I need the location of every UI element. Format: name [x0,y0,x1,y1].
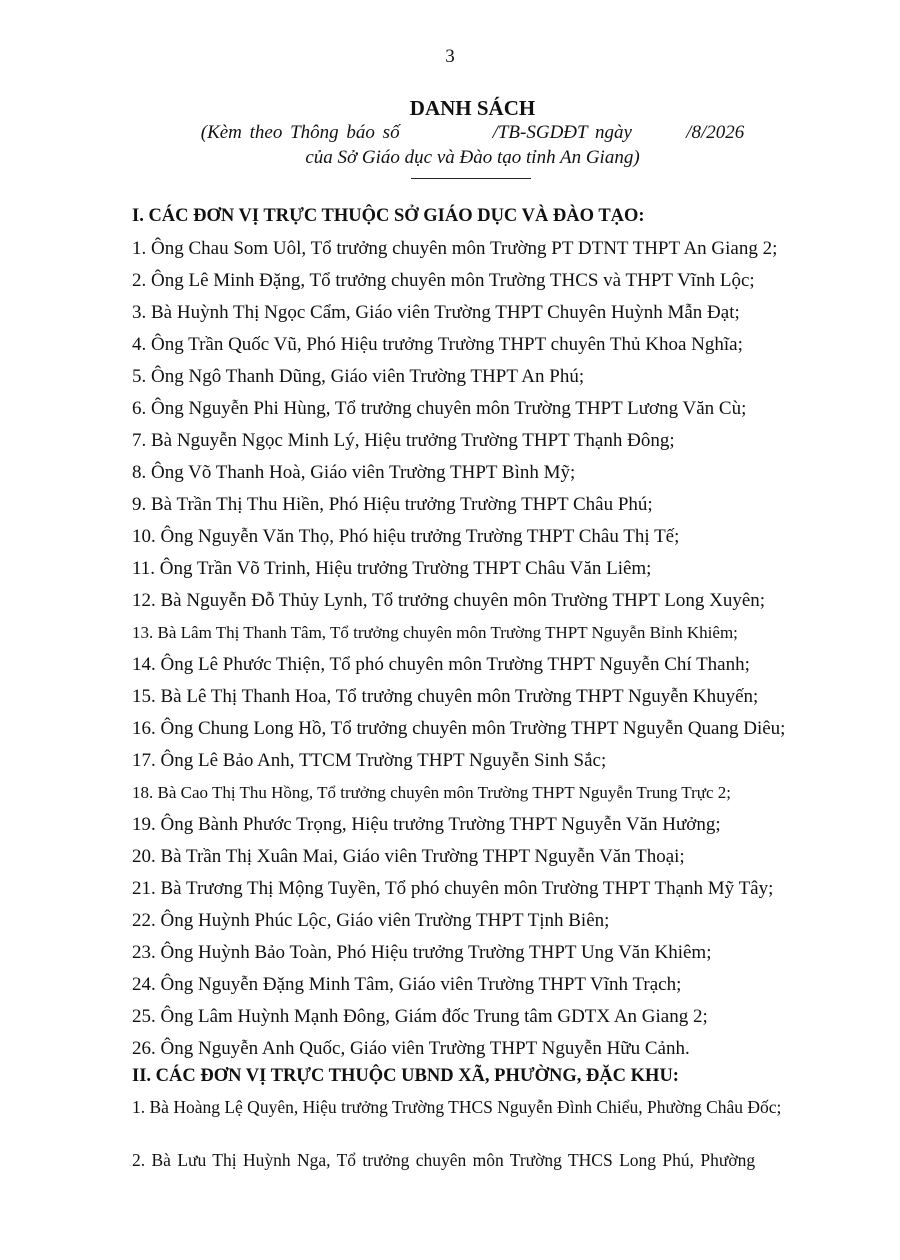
section-2-heading: II. CÁC ĐƠN VỊ TRỰC THUỘC UBND XÃ, PHƯỜNG, ĐẶC KHU: [132,1066,679,1086]
list-item: 24. Ông Nguyễn Đặng Minh Tâm, Giáo viên Trường THPT Vĩnh Trạch; [132,974,682,995]
list-item: 12. Bà Nguyễn Đỗ Thủy Lynh, Tổ trưởng chuyên môn Trường THPT Long Xuyên; [132,590,766,611]
list-item: 2. Bà Lưu Thị Huỳnh Nga, Tổ trưởng chuyên môn Trường THCS Long Phú, Phường [132,1150,756,1170]
list-item: 2. Ông Lê Minh Đặng, Tổ trưởng chuyên môn Trường THCS và THPT Vĩnh Lộc; [132,270,755,291]
document-subtitle-line-2: của Sở Giáo dục và Đào tạo tỉnh An Giang) [305,147,640,168]
document-subtitle-line-1: (Kèm theo Thông báo số /TB-SGDĐT ngày /8/2026 [200,122,745,143]
list-item: 13. Bà Lâm Thị Thanh Tâm, Tổ trưởng chuyên môn Trường THPT Nguyễn Bỉnh Khiêm; [132,623,738,642]
list-item: 1. Ông Chau Som Uôl, Tổ trưởng chuyên môn Trường PT DTNT THPT An Giang 2; [132,238,778,259]
title-underline [411,178,531,179]
list-item: 22. Ông Huỳnh Phúc Lộc, Giáo viên Trường THPT Tịnh Biên; [132,910,610,931]
document-title: DANH SÁCH [409,96,536,120]
list-item: 19. Ông Bành Phước Trọng, Hiệu trưởng Trường THPT Nguyễn Văn Hưởng; [132,814,721,835]
page-number: 3 [445,46,455,67]
section-1-heading: I. CÁC ĐƠN VỊ TRỰC THUỘC SỞ GIÁO DỤC VÀ ĐÀO TẠO: [132,206,645,226]
list-item: 18. Bà Cao Thị Thu Hồng, Tổ trưởng chuyên môn Trường THPT Nguyễn Trung Trực 2; [132,783,731,802]
list-item: 11. Ông Trần Võ Trinh, Hiệu trưởng Trường THPT Châu Văn Liêm; [132,558,652,579]
list-item: 5. Ông Ngô Thanh Dũng, Giáo viên Trường THPT An Phú; [132,366,585,387]
list-item: 21. Bà Trương Thị Mộng Tuyền, Tổ phó chuyên môn Trường THPT Thạnh Mỹ Tây; [132,878,774,899]
list-item: 10. Ông Nguyễn Văn Thọ, Phó hiệu trưởng Trường THPT Châu Thị Tế; [132,526,680,547]
list-item: 8. Ông Võ Thanh Hoà, Giáo viên Trường THPT Bình Mỹ; [132,462,576,483]
list-item: 26. Ông Nguyễn Anh Quốc, Giáo viên Trường THPT Nguyễn Hữu Cảnh. [132,1038,690,1059]
list-item: 6. Ông Nguyễn Phi Hùng, Tổ trưởng chuyên môn Trường THPT Lương Văn Cù; [132,398,747,419]
list-item: 20. Bà Trần Thị Xuân Mai, Giáo viên Trường THPT Nguyễn Văn Thoại; [132,846,685,867]
list-item: 15. Bà Lê Thị Thanh Hoa, Tổ trưởng chuyên môn Trường THPT Nguyễn Khuyến; [132,686,759,707]
list-item: 17. Ông Lê Bảo Anh, TTCM Trường THPT Nguyễn Sinh Sắc; [132,750,607,771]
list-item: 9. Bà Trần Thị Thu Hiền, Phó Hiệu trưởng Trường THPT Châu Phú; [132,494,653,515]
list-item: 3. Bà Huỳnh Thị Ngọc Cẩm, Giáo viên Trường THPT Chuyên Huỳnh Mẫn Đạt; [132,302,740,323]
list-item: 4. Ông Trần Quốc Vũ, Phó Hiệu trưởng Trường THPT chuyên Thủ Khoa Nghĩa; [132,334,743,355]
list-item: 14. Ông Lê Phước Thiện, Tổ phó chuyên môn Trường THPT Nguyễn Chí Thanh; [132,654,750,675]
list-item: 16. Ông Chung Long Hồ, Tổ trưởng chuyên môn Trường THPT Nguyễn Quang Diêu; [132,718,786,739]
list-item: 23. Ông Huỳnh Bảo Toàn, Phó Hiệu trưởng Trường THPT Ung Văn Khiêm; [132,942,712,963]
list-item: 7. Bà Nguyễn Ngọc Minh Lý, Hiệu trưởng Trường THPT Thạnh Đông; [132,430,675,451]
list-item: 25. Ông Lâm Huỳnh Mạnh Đông, Giám đốc Trung tâm GDTX An Giang 2; [132,1006,708,1027]
list-item: 1. Bà Hoàng Lệ Quyên, Hiệu trưởng Trường THCS Nguyễn Đình Chiểu, Phường Châu Đốc; [132,1097,782,1117]
